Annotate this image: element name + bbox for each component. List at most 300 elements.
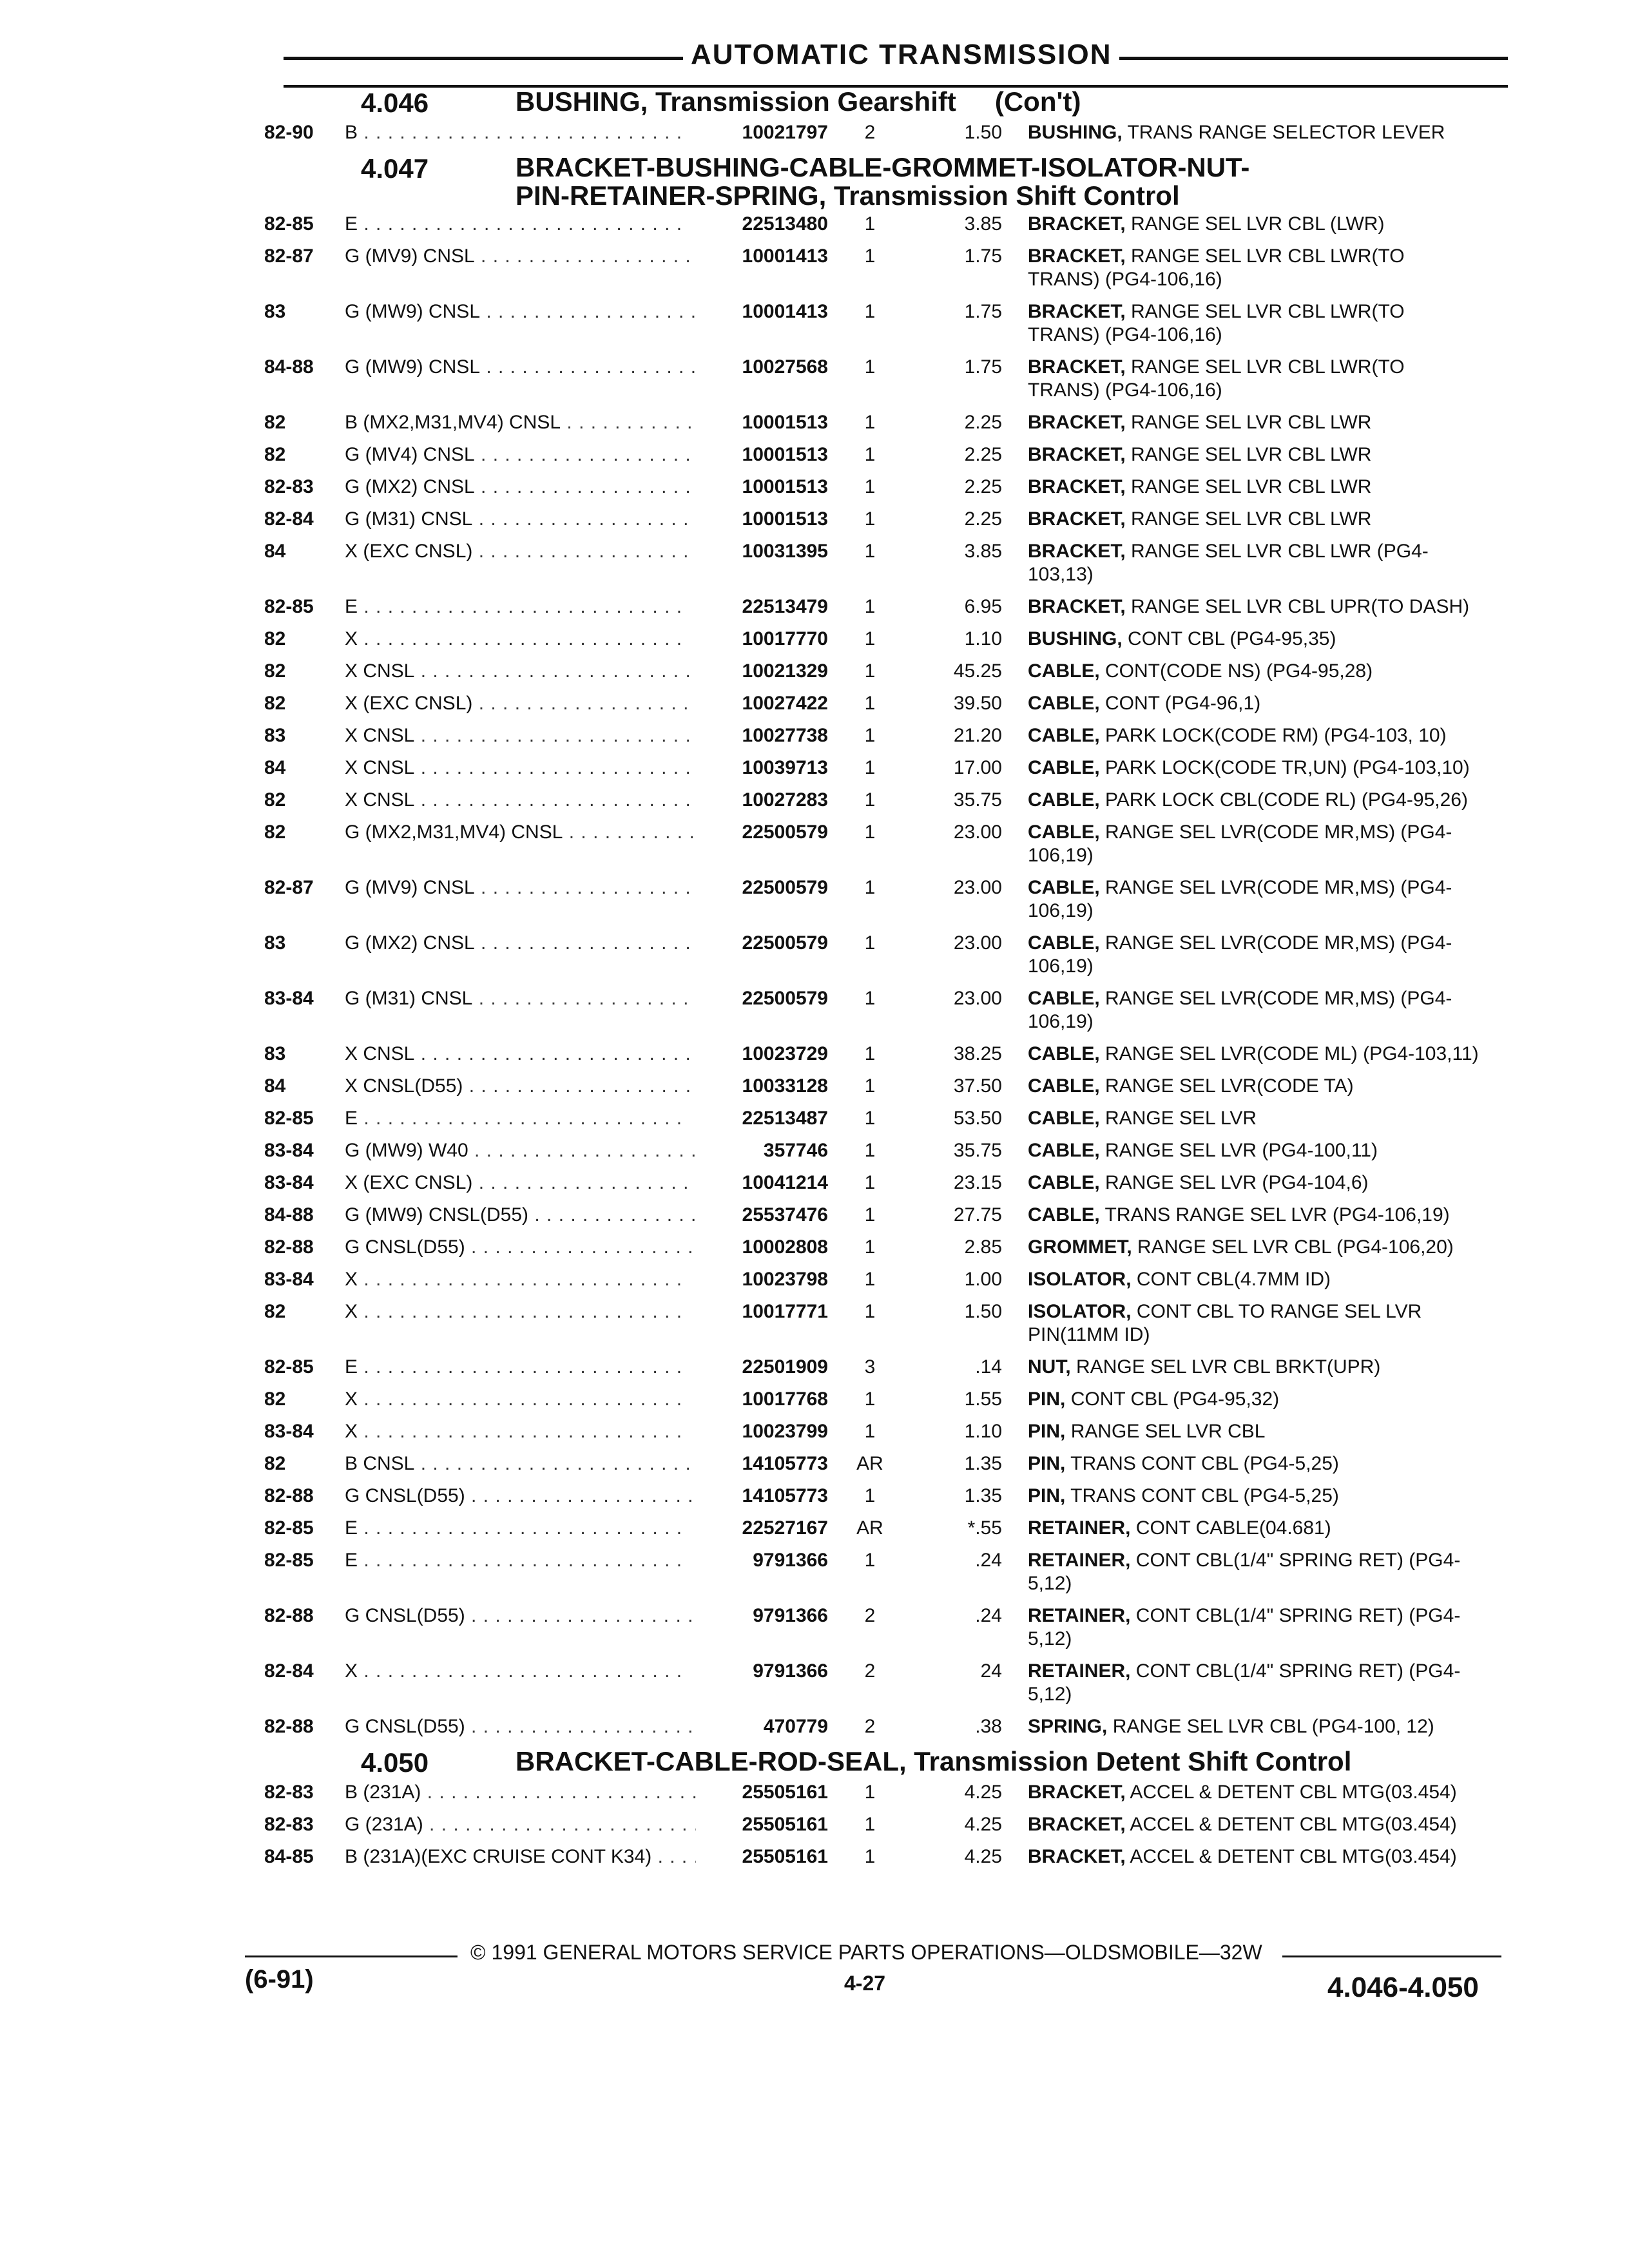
model-code: B (231A) . . .	[345, 1781, 696, 1804]
part-number: 10027422	[742, 693, 828, 714]
part-detail: RANGE SEL LVR(CODE MR,MS) (PG4-106,19)	[1028, 988, 1452, 1032]
model-code: G (MW9) CNSL(D55) . . .	[345, 1204, 696, 1227]
part-number: 10039713	[742, 757, 828, 778]
model-code: G CNSL(D55) . . .	[345, 1485, 696, 1508]
price: 35.75	[953, 789, 1002, 811]
part-type: BRACKET,	[1028, 541, 1126, 562]
price: 1.00	[964, 1269, 1002, 1290]
quantity: 1	[864, 412, 876, 433]
part-detail: TRANS CONT CBL (PG4-5,25)	[1070, 1453, 1339, 1474]
price: 4.25	[964, 1782, 1002, 1803]
part-number: 14105773	[742, 1453, 828, 1474]
model-year: 82	[264, 660, 286, 682]
quantity: 1	[864, 789, 876, 811]
quantity: 1	[864, 245, 876, 267]
quantity: 1	[864, 1075, 876, 1097]
part-type: BRACKET,	[1028, 301, 1126, 322]
price: 2.25	[964, 476, 1002, 497]
model-year: 82-84	[264, 1660, 314, 1682]
model-year: 84-88	[264, 1204, 314, 1225]
table-row	[264, 1107, 1521, 1130]
price: 17.00	[953, 757, 1002, 778]
model-code: X CNSL . . .	[345, 789, 696, 812]
quantity: 1	[864, 1236, 876, 1258]
model-year: 82	[264, 628, 286, 649]
model-code: E . . .	[345, 1517, 696, 1540]
part-number: 10017768	[742, 1389, 828, 1410]
part-description	[1002, 595, 1479, 619]
price: 1.75	[964, 356, 1002, 378]
price: 21.20	[953, 725, 1002, 746]
part-number: 10001513	[742, 412, 828, 433]
quantity: 1	[864, 1550, 876, 1571]
part-number: 10027283	[742, 789, 828, 811]
part-detail: RANGE SEL LVR	[1105, 1108, 1257, 1129]
model-year: 83	[264, 932, 286, 954]
section-heading	[264, 1747, 1521, 1778]
part-number: 25537476	[742, 1204, 828, 1225]
quantity: AR	[856, 1453, 883, 1474]
part-type: CABLE,	[1028, 1204, 1100, 1225]
model-year: 82-88	[264, 1236, 314, 1258]
part-number: 10021329	[742, 660, 828, 682]
part-number: 10001513	[742, 476, 828, 497]
model-year: 83-84	[264, 1172, 314, 1193]
part-number: 10041214	[742, 1172, 828, 1193]
section-number: 4.046	[361, 88, 429, 118]
model-code: X CNSL . . .	[345, 724, 696, 747]
model-code: B . . .	[345, 121, 696, 144]
model-year: 84	[264, 1075, 286, 1097]
part-type: RETAINER,	[1028, 1660, 1131, 1682]
part-description	[1002, 443, 1479, 466]
part-number: 10023798	[742, 1269, 828, 1290]
price: 45.25	[953, 660, 1002, 682]
quantity: 1	[864, 725, 876, 746]
part-type: BUSHING,	[1028, 122, 1123, 143]
part-type: CABLE,	[1028, 1108, 1100, 1129]
price: 23.00	[953, 988, 1002, 1009]
model-year: 82	[264, 1389, 286, 1410]
part-description	[1002, 1236, 1479, 1259]
part-detail: RANGE SEL LVR CBL BRKT(UPR)	[1076, 1356, 1381, 1378]
table-row	[264, 1420, 1521, 1443]
part-description	[1002, 1043, 1479, 1066]
table-row	[264, 1660, 1521, 1706]
price: 23.00	[953, 822, 1002, 843]
quantity: 1	[864, 1485, 876, 1506]
section-title: BUSHING, Transmission Gearshift	[516, 86, 956, 117]
model-year: 82-87	[264, 877, 314, 898]
part-detail: CONT(CODE NS) (PG4-95,28)	[1105, 660, 1373, 682]
model-year: 82-87	[264, 245, 314, 267]
model-year: 82	[264, 1453, 286, 1474]
part-description	[1002, 821, 1479, 867]
part-description	[1002, 1107, 1479, 1130]
part-description	[1002, 628, 1479, 651]
part-number: 10027738	[742, 725, 828, 746]
quantity: 1	[864, 444, 876, 465]
quantity: 1	[864, 822, 876, 843]
section-4-046	[264, 88, 1521, 144]
model-year: 82-85	[264, 596, 314, 617]
part-number: 10001513	[742, 444, 828, 465]
quantity: 1	[864, 356, 876, 378]
part-type: GROMMET,	[1028, 1236, 1132, 1258]
table-row	[264, 932, 1521, 978]
part-type: CABLE,	[1028, 1075, 1100, 1097]
price: 2.85	[964, 1236, 1002, 1258]
model-year: 82-85	[264, 1517, 314, 1539]
part-number: 10001513	[742, 508, 828, 530]
part-detail: RANGE SEL LVR CBL LWR(TO TRANS) (PG4-106,16)	[1028, 245, 1405, 290]
part-description	[1002, 1715, 1479, 1738]
model-year: 83	[264, 725, 286, 746]
part-number: 10023729	[742, 1043, 828, 1064]
part-type: PIN,	[1028, 1421, 1066, 1442]
model-year: 83-84	[264, 1140, 314, 1161]
table-row	[264, 121, 1521, 144]
table-row	[264, 1549, 1521, 1595]
part-type: ISOLATOR,	[1028, 1301, 1132, 1322]
price: 35.75	[953, 1140, 1002, 1161]
price: 4.25	[964, 1814, 1002, 1835]
price: .24	[975, 1605, 1002, 1626]
model-year: 82-85	[264, 1550, 314, 1571]
part-description	[1002, 540, 1479, 586]
part-description	[1002, 1452, 1479, 1475]
section-number: 4.047	[361, 153, 429, 184]
part-description	[1002, 876, 1479, 923]
part-type: CABLE,	[1028, 932, 1100, 954]
model-code: G (MV9) CNSL . . .	[345, 245, 696, 268]
part-type: CABLE,	[1028, 1043, 1100, 1064]
part-type: BRACKET,	[1028, 213, 1126, 235]
footer-section-range: 4.046-4.050	[1327, 1972, 1479, 2003]
price: 2.25	[964, 508, 1002, 530]
quantity: 1	[864, 1140, 876, 1161]
price: 6.95	[964, 596, 1002, 617]
model-code: E . . .	[345, 213, 696, 236]
table-row	[264, 245, 1521, 291]
table-row	[264, 476, 1521, 499]
part-type: PIN,	[1028, 1389, 1066, 1410]
part-number: 25505161	[742, 1814, 828, 1835]
model-year: 83-84	[264, 988, 314, 1009]
part-description	[1002, 756, 1479, 780]
quantity: 2	[864, 1605, 876, 1626]
model-year: 82-88	[264, 1485, 314, 1506]
table-row	[264, 1236, 1521, 1259]
price: 4.25	[964, 1846, 1002, 1867]
part-description	[1002, 1660, 1479, 1706]
part-detail: RANGE SEL LVR CBL UPR(TO DASH)	[1131, 596, 1470, 617]
part-detail: CONT CBL(4.7MM ID)	[1136, 1269, 1331, 1290]
price: 1.35	[964, 1453, 1002, 1474]
price: 3.85	[964, 541, 1002, 562]
model-year: 82-88	[264, 1605, 314, 1626]
model-year: 83-84	[264, 1269, 314, 1290]
table-row	[264, 443, 1521, 466]
table-row	[264, 1139, 1521, 1162]
part-detail: RANGE SEL LVR CBL (PG4-100, 12)	[1112, 1716, 1434, 1737]
price: 1.50	[964, 122, 1002, 143]
table-row	[264, 724, 1521, 747]
part-description	[1002, 1604, 1479, 1651]
part-number: 10021797	[742, 122, 828, 143]
part-type: BRACKET,	[1028, 508, 1126, 530]
quantity: 2	[864, 1660, 876, 1682]
price: 53.50	[953, 1108, 1002, 1129]
part-type: RETAINER,	[1028, 1517, 1131, 1539]
table-row	[264, 1604, 1521, 1651]
parts-listing	[264, 82, 1521, 1878]
part-detail: RANGE SEL LVR CBL LWR	[1131, 476, 1372, 497]
quantity: 1	[864, 596, 876, 617]
part-type: CABLE,	[1028, 822, 1100, 843]
table-row	[264, 1388, 1521, 1411]
quantity: 1	[864, 1814, 876, 1835]
table-row	[264, 1300, 1521, 1347]
part-type: PIN,	[1028, 1453, 1066, 1474]
part-detail: RANGE SEL LVR CBL LWR	[1131, 444, 1372, 465]
part-number: 10031395	[742, 541, 828, 562]
table-row	[264, 595, 1521, 619]
price: 2.25	[964, 412, 1002, 433]
part-number: 22501909	[742, 1356, 828, 1378]
part-detail: CONT (PG4-96,1)	[1105, 693, 1261, 714]
quantity: 1	[864, 628, 876, 649]
part-detail: RANGE SEL LVR(CODE MR,MS) (PG4-106,19)	[1028, 877, 1452, 921]
part-type: CABLE,	[1028, 757, 1100, 778]
part-type: BRACKET,	[1028, 1846, 1126, 1867]
table-row	[264, 356, 1521, 402]
quantity: 1	[864, 1043, 876, 1064]
model-code: X . . .	[345, 1388, 696, 1411]
part-type: CABLE,	[1028, 1172, 1100, 1193]
part-number: 10001413	[742, 301, 828, 322]
part-description	[1002, 1300, 1479, 1347]
model-code: G (M31) CNSL . . .	[345, 508, 696, 531]
price: 27.75	[953, 1204, 1002, 1225]
part-detail: RANGE SEL LVR CBL	[1070, 1421, 1266, 1442]
table-row	[264, 1452, 1521, 1475]
part-number: 10017771	[742, 1301, 828, 1322]
model-year: 82	[264, 1301, 286, 1322]
price: 1.55	[964, 1389, 1002, 1410]
page-title: AUTOMATIC TRANSMISSION	[683, 39, 1119, 71]
model-year: 82-90	[264, 122, 314, 143]
section-heading	[264, 153, 1521, 210]
footer-page-number: 4-27	[844, 1972, 886, 1995]
part-detail: TRANS CONT CBL (PG4-5,25)	[1070, 1485, 1339, 1506]
price: 39.50	[953, 693, 1002, 714]
part-detail: CONT CBL(1/4" SPRING RET) (PG4-5,12)	[1028, 1660, 1461, 1705]
part-description	[1002, 1549, 1479, 1595]
footer-rule-left	[245, 1956, 458, 1957]
table-row	[264, 628, 1521, 651]
model-code: X (EXC CNSL) . . .	[345, 540, 696, 563]
footer-date: (6-91)	[245, 1965, 314, 1994]
part-number: 10033128	[742, 1075, 828, 1097]
model-code: X . . .	[345, 1300, 696, 1323]
part-type: CABLE,	[1028, 725, 1100, 746]
part-detail: RANGE SEL LVR CBL LWR	[1131, 508, 1372, 530]
price: 1.35	[964, 1485, 1002, 1506]
table-row	[264, 756, 1521, 780]
quantity: 1	[864, 988, 876, 1009]
model-code: X . . .	[345, 1268, 696, 1291]
part-description	[1002, 1075, 1479, 1098]
part-number: 22500579	[742, 877, 828, 898]
part-number: 25505161	[742, 1846, 828, 1867]
part-number: 10023799	[742, 1421, 828, 1442]
part-type: BRACKET,	[1028, 444, 1126, 465]
part-type: CABLE,	[1028, 988, 1100, 1009]
price: *.55	[967, 1517, 1002, 1539]
section-title: BRACKET-CABLE-ROD-SEAL, Transmission Detent Shift Control	[516, 1746, 1352, 1776]
part-number: 22513487	[742, 1108, 828, 1129]
table-row	[264, 1781, 1521, 1804]
quantity: 1	[864, 1389, 876, 1410]
model-year: 82	[264, 789, 286, 811]
price: 23.15	[953, 1172, 1002, 1193]
table-row	[264, 1485, 1521, 1508]
part-description	[1002, 1813, 1479, 1836]
table-row	[264, 876, 1521, 923]
section-4-047	[264, 153, 1521, 1738]
model-year: 83	[264, 301, 286, 322]
model-year: 82-84	[264, 508, 314, 530]
part-description	[1002, 411, 1479, 434]
part-number: 22500579	[742, 932, 828, 954]
section-title-suffix: (Con't)	[994, 86, 1081, 117]
model-year: 82	[264, 444, 286, 465]
part-description	[1002, 1420, 1479, 1443]
model-code: E . . .	[345, 1549, 696, 1572]
model-year: 83-84	[264, 1421, 314, 1442]
model-year: 82	[264, 693, 286, 714]
part-type: BRACKET,	[1028, 412, 1126, 433]
model-code: G CNSL(D55) . . .	[345, 1715, 696, 1738]
table-row	[264, 1204, 1521, 1227]
table-row	[264, 987, 1521, 1033]
part-number: 14105773	[742, 1485, 828, 1506]
model-code: G (MV9) CNSL . . .	[345, 876, 696, 899]
model-code: X . . .	[345, 1660, 696, 1683]
model-year: 84-85	[264, 1846, 314, 1867]
quantity: 1	[864, 1108, 876, 1129]
model-year: 84	[264, 541, 286, 562]
table-row	[264, 300, 1521, 347]
model-code: X CNSL . . .	[345, 1043, 696, 1066]
model-year: 82-83	[264, 476, 314, 497]
part-type: NUT,	[1028, 1356, 1071, 1378]
section-heading	[264, 88, 1521, 119]
part-detail: PARK LOCK(CODE TR,UN) (PG4-103,10)	[1105, 757, 1470, 778]
model-code: G (MX2) CNSL . . .	[345, 476, 696, 499]
quantity: 1	[864, 213, 876, 235]
price: .24	[975, 1550, 1002, 1571]
table-row	[264, 213, 1521, 236]
model-year: 82	[264, 412, 286, 433]
price: 24	[980, 1660, 1002, 1682]
quantity: 1	[864, 877, 876, 898]
part-type: BRACKET,	[1028, 596, 1126, 617]
table-row	[264, 1356, 1521, 1379]
part-type: BRACKET,	[1028, 1814, 1126, 1835]
table-row	[264, 1268, 1521, 1291]
part-number: 10027568	[742, 356, 828, 378]
part-description	[1002, 789, 1479, 812]
part-detail: ACCEL & DETENT CBL MTG(03.454)	[1130, 1846, 1457, 1867]
part-description	[1002, 1517, 1479, 1540]
footer-copyright: © 1991 GENERAL MOTORS SERVICE PARTS OPERATIONS—OLDSMOBILE—32W	[470, 1941, 1262, 1964]
model-year: 83	[264, 1043, 286, 1064]
part-description	[1002, 932, 1479, 978]
price: 1.50	[964, 1301, 1002, 1322]
part-description	[1002, 692, 1479, 715]
part-detail: CONT CBL (PG4-95,35)	[1128, 628, 1336, 649]
part-detail: TRANS RANGE SEL LVR (PG4-106,19)	[1104, 1204, 1450, 1225]
part-number: 25505161	[742, 1782, 828, 1803]
part-type: ISOLATOR,	[1028, 1269, 1132, 1290]
part-detail: RANGE SEL LVR(CODE MR,MS) (PG4-106,19)	[1028, 932, 1452, 977]
part-detail: TRANS RANGE SELECTOR LEVER	[1127, 122, 1445, 143]
model-code: X . . .	[345, 1420, 696, 1443]
table-row	[264, 540, 1521, 586]
model-code: X (EXC CNSL) . . .	[345, 1171, 696, 1195]
part-detail: ACCEL & DETENT CBL MTG(03.454)	[1130, 1782, 1457, 1803]
part-description	[1002, 213, 1479, 236]
part-number: 10001413	[742, 245, 828, 267]
part-number: 10002808	[742, 1236, 828, 1258]
table-row	[264, 1813, 1521, 1836]
quantity: 1	[864, 757, 876, 778]
quantity: 1	[864, 1846, 876, 1867]
price: 1.10	[964, 628, 1002, 649]
part-description	[1002, 1356, 1479, 1379]
part-number: 470779	[763, 1716, 828, 1737]
table-row	[264, 1043, 1521, 1066]
quantity: 1	[864, 508, 876, 530]
part-detail: RANGE SEL LVR (PG4-100,11)	[1105, 1140, 1378, 1161]
quantity: 2	[864, 1716, 876, 1737]
part-description	[1002, 476, 1479, 499]
part-description	[1002, 508, 1479, 531]
model-code: E . . .	[345, 1107, 696, 1130]
part-type: CABLE,	[1028, 693, 1100, 714]
quantity: 1	[864, 1269, 876, 1290]
quantity: AR	[856, 1517, 883, 1539]
table-row	[264, 692, 1521, 715]
section-title: BRACKET-BUSHING-CABLE-GROMMET-ISOLATOR-NUT- PIN-RETAINER-SPRING, Transmission Shift Control	[516, 152, 1250, 211]
quantity: 1	[864, 476, 876, 497]
model-year: 82	[264, 822, 286, 843]
part-description	[1002, 987, 1479, 1033]
part-description	[1002, 1139, 1479, 1162]
quantity: 1	[864, 541, 876, 562]
price: 1.75	[964, 301, 1002, 322]
part-description	[1002, 1204, 1479, 1227]
part-detail: RANGE SEL LVR(CODE TA)	[1105, 1075, 1354, 1097]
table-row	[264, 660, 1521, 683]
part-number: 10017770	[742, 628, 828, 649]
part-detail: ACCEL & DETENT CBL MTG(03.454)	[1130, 1814, 1457, 1835]
part-description	[1002, 1845, 1479, 1869]
table-row	[264, 1517, 1521, 1540]
model-code: G (MW9) CNSL . . .	[345, 356, 696, 379]
